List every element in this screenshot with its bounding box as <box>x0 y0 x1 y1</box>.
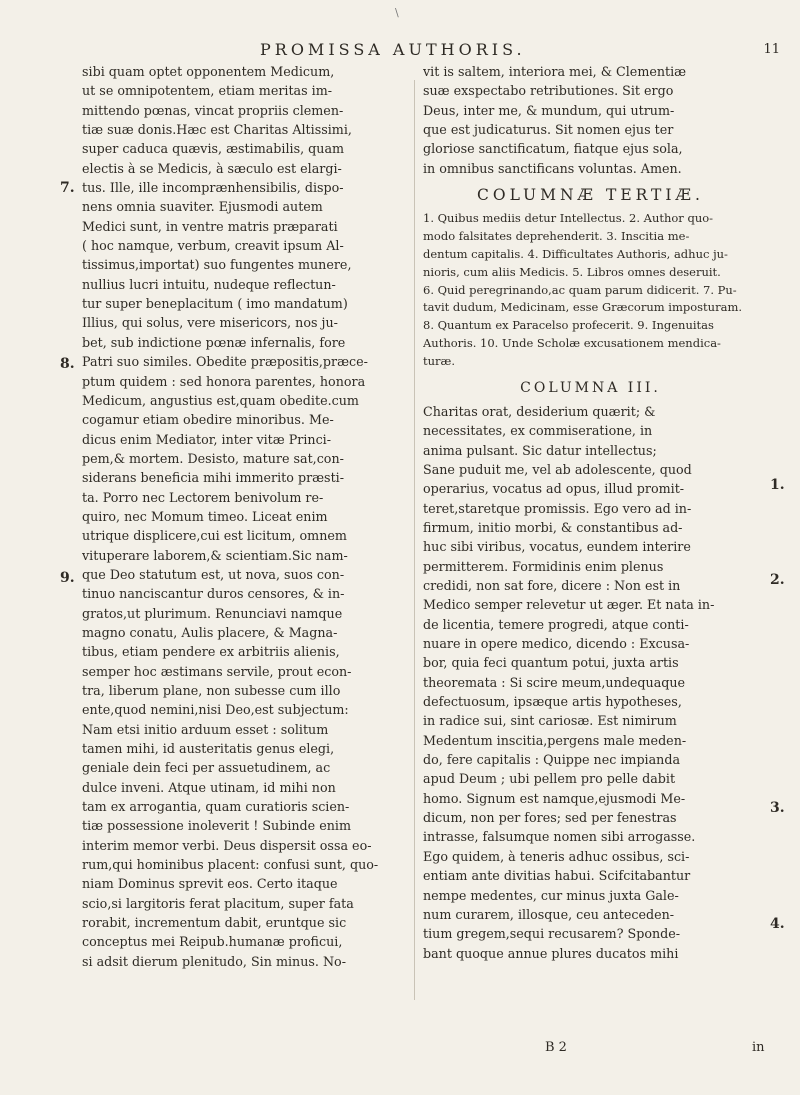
text-line: intrasse, falsumque nomen sibi arrogasse. <box>423 829 696 845</box>
text-line: tissimus,importat) suo fungentes munere, <box>82 257 352 273</box>
right-intro-text <box>423 62 758 178</box>
text-line: do, fere capitalis : Quippe nec impianda <box>423 752 681 768</box>
text-line: tinuo nanciscantur duros censores, & in- <box>82 586 345 602</box>
text-line: Medicum, angustius est,quam obedite.cum <box>82 392 359 408</box>
text-line: tra, liberum plane, non subesse cum illo <box>82 683 341 698</box>
text-line: de licentia, temere progredi, atque conti- <box>423 616 689 632</box>
left-column <box>82 62 404 971</box>
page-number: 11 <box>763 42 780 57</box>
catchword: in <box>752 1040 765 1055</box>
text-line: in radice sui, sint cariosæ. Est nimirum <box>423 713 677 729</box>
margin-number-8: 8. <box>60 356 75 372</box>
text-line: entiam ante divitias habui. Scifcitabantur <box>423 868 691 884</box>
text-line: niam Dominus sprevit eos. Certo itaque <box>82 876 338 892</box>
text-line: teret,staretque promissis. Ego vero ad in- <box>423 500 692 516</box>
text-line: Medici sunt, in ventre matris præparati <box>82 218 338 234</box>
text-line: ta. Porro nec Lectorem benivolum re- <box>82 489 324 505</box>
text-line: Nam etsi initio arduum esset : solitum <box>82 721 329 737</box>
text-line: ut se omnipotentem, etiam meritas im- <box>82 83 333 99</box>
text-line: siderans beneficia mihi immerito præsti- <box>82 470 345 486</box>
text-line: theoremata : Si scire meum,undequaque <box>423 674 686 690</box>
text-line: geniale dein feci per assuetudinem, ac <box>82 760 331 776</box>
text-line: rorabit, incrementum dabit, eruntque sic <box>82 915 347 931</box>
text-line: mittendo pœnas, vincat propriis clemen- <box>82 102 344 118</box>
text-line: super caduca quævis, æstimabilis, quam <box>82 141 345 157</box>
text-line: Medentum inscitia,pergens male meden- <box>423 732 687 748</box>
text-line: tam ex arrogantia, quam curatioris scien- <box>82 799 350 815</box>
text-line: sibi quam optet opponentem Medicum, <box>82 64 335 79</box>
margin-number-2: 2. <box>770 572 785 588</box>
text-line: Medico semper relevetur ut æger. Et nata in- <box>423 597 715 613</box>
text-line: cogamur etiam obedire minoribus. Me- <box>82 412 334 428</box>
text-line: bet, sub indictione pœnæ infernalis, fore <box>82 334 346 350</box>
margin-number-4: 4. <box>770 916 785 932</box>
left-column-text <box>82 62 404 971</box>
text-line: defectuosum, ipsæque artis hypotheses, <box>423 694 682 710</box>
margin-number-9: 9. <box>60 570 75 586</box>
text-line: que est judicaturus. Sit nomen ejus ter <box>423 122 674 138</box>
contents-summary <box>423 210 758 370</box>
text-line: Illius, qui solus, vere misericors, nos ju- <box>82 315 338 331</box>
text-line: Sane puduit me, vel ab adolescente, quod <box>423 461 692 477</box>
margin-number-1: 1. <box>770 477 785 493</box>
text-line: dicus enim Mediator, inter vitæ Princi- <box>82 431 332 447</box>
text-line: gloriose sanctificatum, fiatque ejus sola, <box>423 141 683 157</box>
contents-line: turæ. <box>423 353 455 368</box>
text-line: Deus, inter me, & mundum, qui utrum- <box>423 102 675 118</box>
contents-line: nioris, cum aliis Medicis. 5. Libros omnes deseruit. <box>423 264 721 279</box>
contents-line: 6. Quid peregrinando,ac quam parum didicerit. 7. Pu- <box>423 282 737 297</box>
text-line: ( hoc namque, verbum, creavit ipsum Al- <box>82 238 344 254</box>
text-line: nuare in opere medico, dicendo : Excusa- <box>423 636 690 652</box>
text-line: dulce inveni. Atque utinam, id mihi non <box>82 779 336 795</box>
column-body-text <box>423 402 758 963</box>
text-line: credidi, non sat fore, dicere : Non est in <box>423 578 681 594</box>
text-line: bor, quia feci quantum potui, juxta artis <box>423 655 679 671</box>
text-line: tus. Ille, ille incomprænhensibilis, dispo- <box>82 180 344 196</box>
text-line: scio,si largitoris ferat placitum, super fata <box>82 895 354 911</box>
text-line: vituperare laborem,& scientiam.Sic nam- <box>82 547 348 563</box>
text-line: que Deo statutum est, ut nova, suos con- <box>82 566 345 582</box>
text-line: firmum, initio morbi, & constantibus ad- <box>423 519 683 535</box>
text-line: tamen mihi, id austeritatis genus elegi, <box>82 741 335 757</box>
text-line: rum,qui hominibus placent: confusi sunt, quo- <box>82 857 379 873</box>
text-line: ptum quidem : sed honora parentes, honora <box>82 373 366 389</box>
text-line: Charitas orat, desiderium quærit; & <box>423 403 656 419</box>
column-divider <box>414 80 415 1000</box>
text-line: bant quoque annue plures ducatos mihi <box>423 945 679 961</box>
column-tertia-heading: COLUMNÆ TERTIÆ. <box>477 186 704 205</box>
contents-line: Authoris. 10. Unde Scholæ excusationem mendica- <box>423 335 721 350</box>
text-line: conceptus mei Reipub.humanæ proficui, <box>82 934 343 950</box>
margin-number-3: 3. <box>770 800 785 816</box>
text-line: in omnibus sanctificans voluntas. Amen. <box>423 160 682 176</box>
text-line: ente,quod nemini,nisi Deo,est subjectum: <box>82 702 349 718</box>
text-line: tiæ possessione inoleverit ! Subinde enim <box>82 818 351 834</box>
text-line: interim memor verbi. Deus dispersit ossa eo- <box>82 837 372 853</box>
text-line: tibus, etiam pendere ex arbitriis alienis, <box>82 644 340 660</box>
text-line: nullius lucri intuitu, nudeque reflectun- <box>82 276 336 292</box>
text-line: nempe medentes, cur minus juxta Gale- <box>423 887 679 903</box>
text-line: necessitates, ex commiseratione, in <box>423 423 653 439</box>
contents-line: dentum capitalis. 4. Difficultates Authoris, adhuc ju- <box>423 247 728 261</box>
text-line: anima pulsant. Sic datur intellectus; <box>423 442 657 458</box>
contents-line: 1. Quibus mediis detur Intellectus. 2. Author quo- <box>423 211 714 226</box>
text-line: electis à se Medicis, à sæculo est elargi- <box>82 160 342 176</box>
signature-mark: B 2 <box>545 1040 567 1055</box>
margin-number-7: 7. <box>60 180 75 196</box>
text-line: num curarem, illosque, ceu anteceden- <box>423 906 675 922</box>
text-line: tur super beneplacitum ( imo mandatum) <box>82 296 348 312</box>
contents-line: 8. Quantum ex Paracelso profecerit. 9. Ingenuitas <box>423 318 714 333</box>
text-line: huc sibi viribus, vocatus, eundem interire <box>423 539 691 555</box>
text-line: gratos,ut plurimum. Renunciavi namque <box>82 605 343 621</box>
text-line: vit is saltem, interiora mei, & Clementiæ <box>423 64 687 79</box>
text-line: homo. Signum est namque,ejusmodi Me- <box>423 790 686 806</box>
contents-line: modo falsitates deprehenderit. 3. Inscitia me- <box>423 229 690 244</box>
running-head: PROMISSA AUTHORIS. <box>260 40 526 59</box>
text-line: apud Deum ; ubi pellem pro pelle dabit <box>423 771 676 787</box>
text-line: tium gregem,sequi recusarem? Sponde- <box>423 926 681 942</box>
column-heading: COLUMNA III. <box>520 379 661 396</box>
top-mark: \ <box>395 6 399 19</box>
text-line: utrique displicere,cui est licitum, omnem <box>82 528 347 544</box>
text-line: nens omnia suaviter. Ejusmodi autem <box>82 199 323 215</box>
text-line: Patri suo similes. Obedite præpositis,præce- <box>82 354 368 370</box>
text-line: pem,& mortem. Desisto, mature sat,con- <box>82 450 344 466</box>
text-line: semper hoc æstimans servile, prout econ- <box>82 663 352 679</box>
text-line: dicum, non per fores; sed per fenestras <box>423 810 677 826</box>
text-line: quiro, nec Momum timeo. Liceat enim <box>82 508 328 524</box>
text-line: suæ exspectabo retributiones. Sit ergo <box>423 83 674 99</box>
text-line: tiæ suæ donis.Hæc est Charitas Altissimi, <box>82 122 352 138</box>
text-line: permitterem. Formidinis enim plenus <box>423 558 664 574</box>
text-line: Ego quidem, à teneris adhuc ossibus, sci- <box>423 848 690 864</box>
text-line: operarius, vocatus ad opus, illud promit- <box>423 481 685 497</box>
text-line: magno conatu, Aulis placere, & Magna- <box>82 624 338 640</box>
text-line: si adsit dierum plenitudo, Sin minus. No- <box>82 953 346 969</box>
right-column <box>423 62 758 963</box>
contents-line: tavit dudum, Medicinam, esse Græcorum imposturam. <box>423 300 743 315</box>
